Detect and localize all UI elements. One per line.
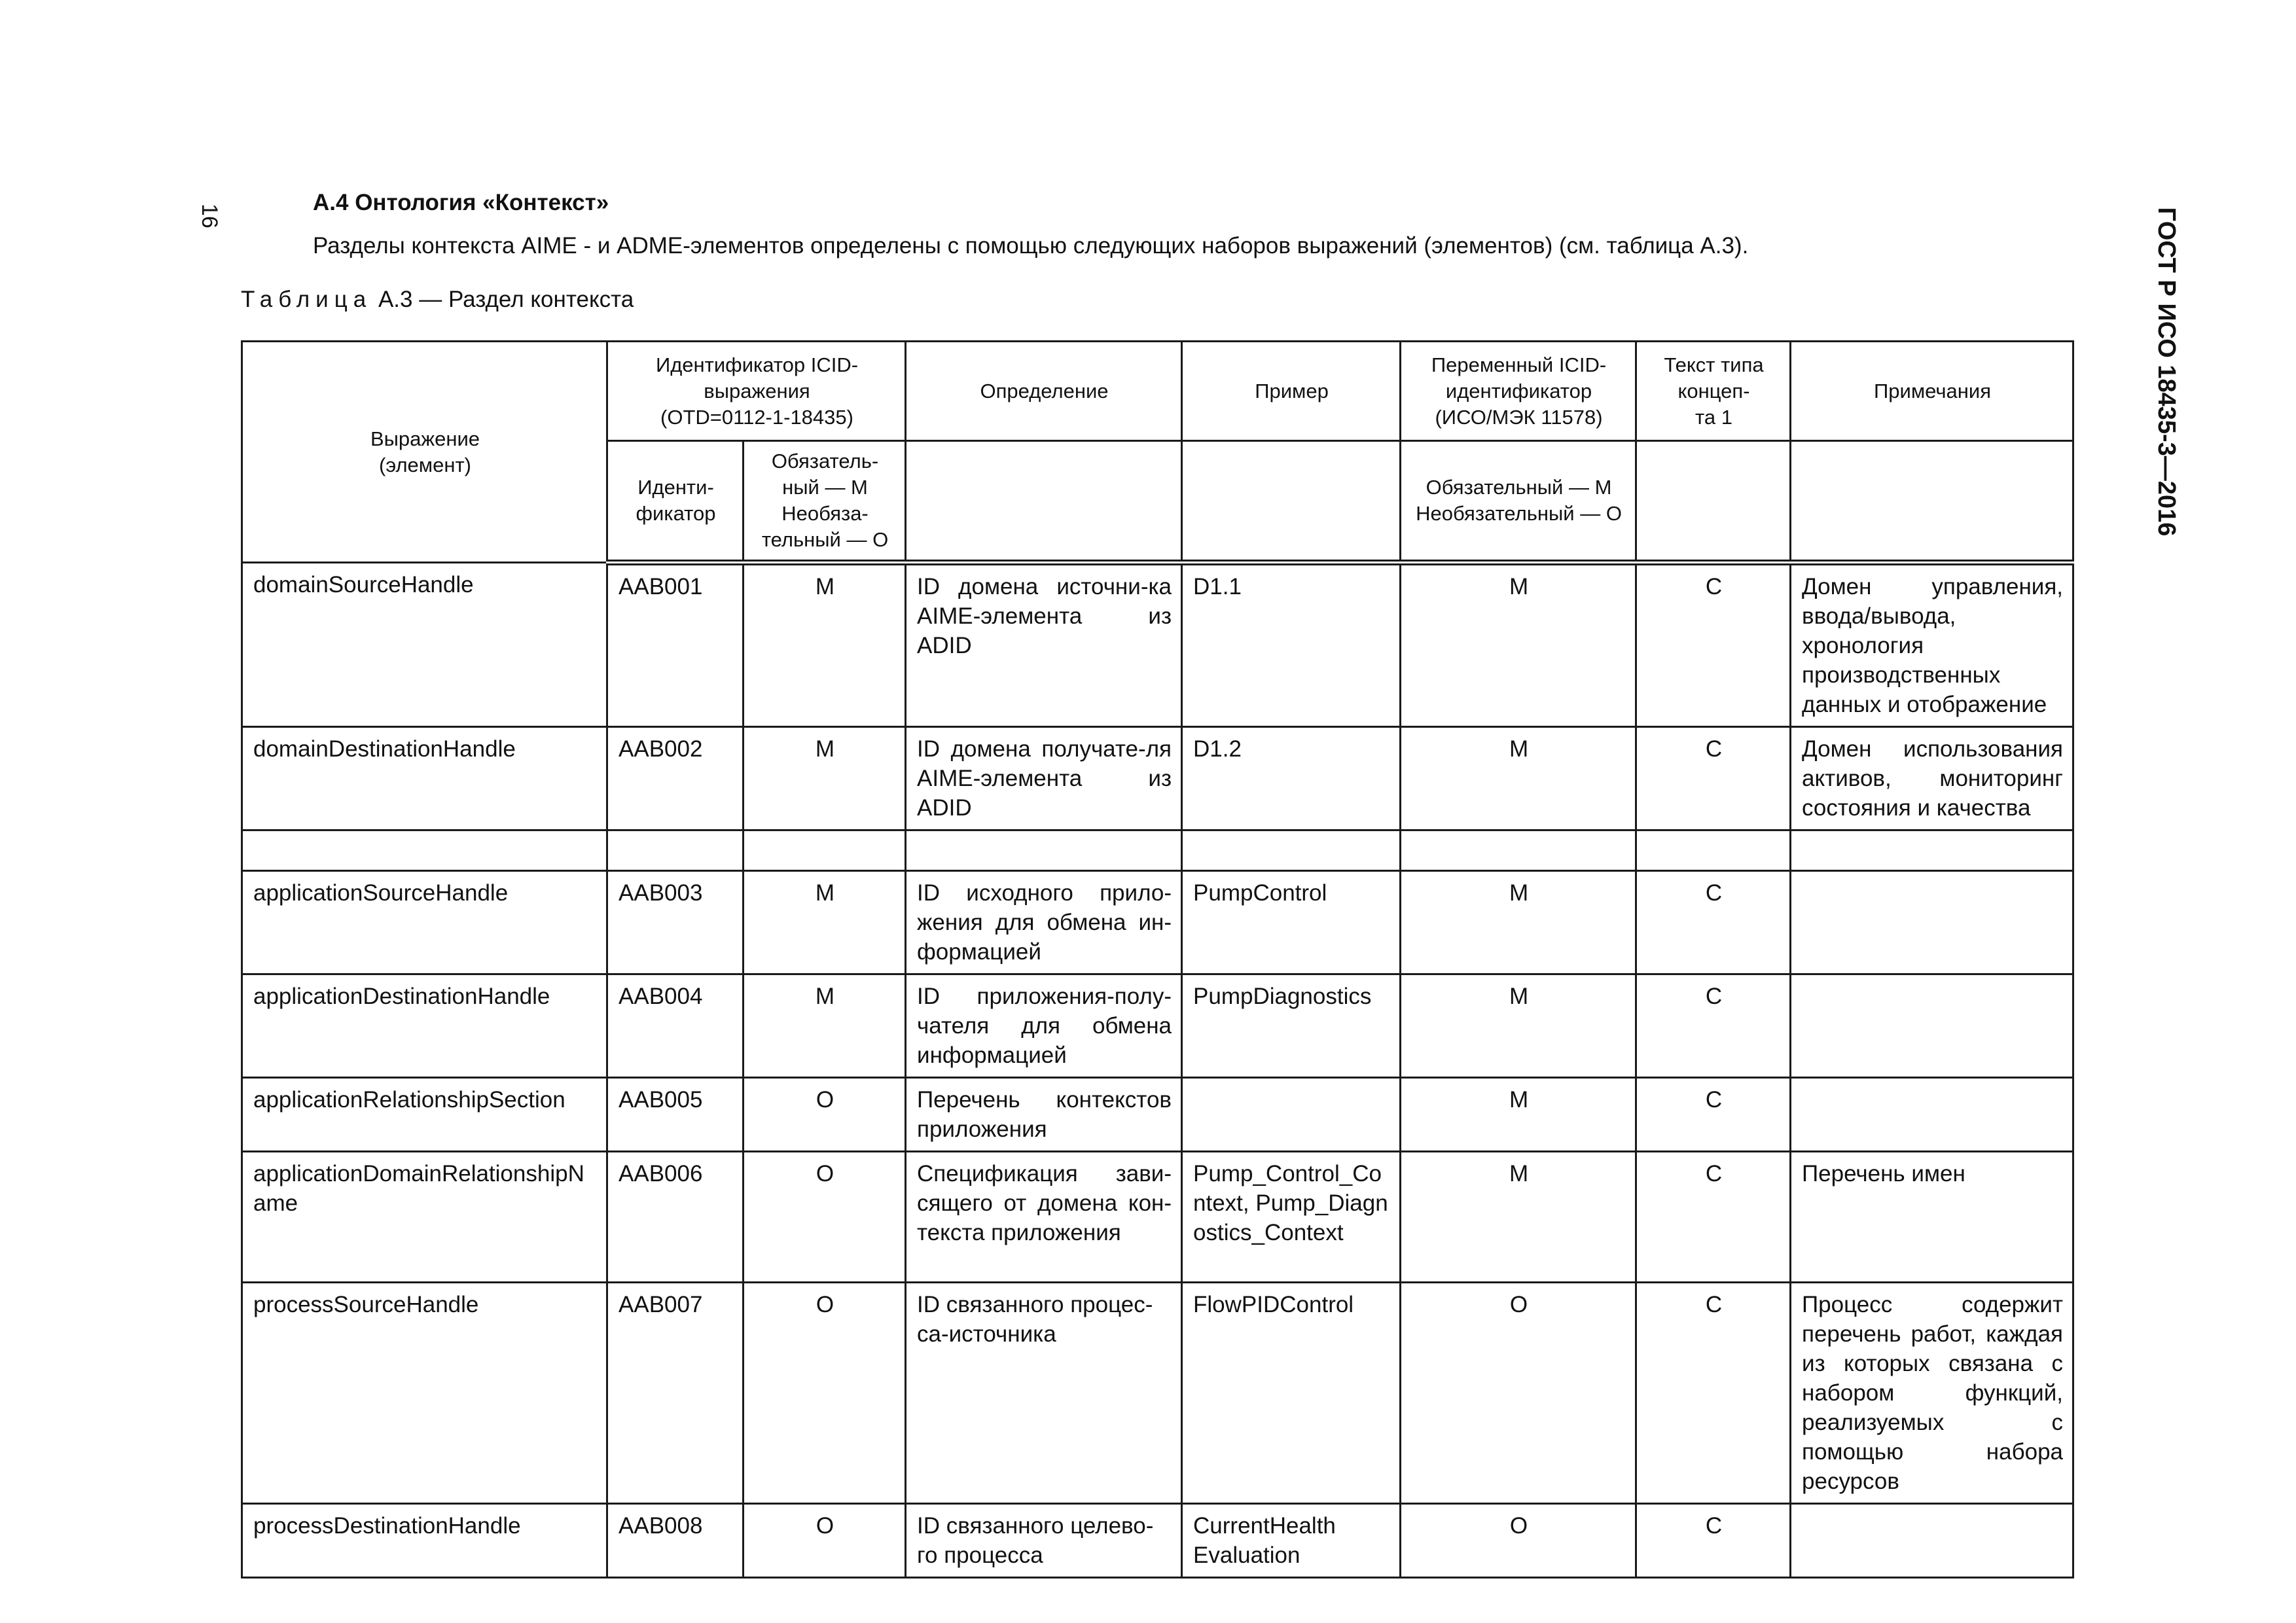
header-mandatory-line-1: Обязатель- [771, 450, 879, 473]
cell-concept: C [1636, 1078, 1791, 1152]
header-icid [607, 342, 906, 441]
cell-expression: applicationDomainRelationshipName [242, 1152, 607, 1283]
header-example-empty [1182, 441, 1401, 563]
header-definition-empty [906, 441, 1182, 563]
cell-variable: M [1401, 563, 1636, 727]
header-icid-line-2: выражения [704, 379, 810, 402]
table-row [242, 1152, 2073, 1283]
cell-notes [1791, 830, 2073, 871]
cell-notes [1791, 1504, 2073, 1578]
cell-variable: O [1401, 1283, 1636, 1504]
cell-example: PumpDiagnostics [1182, 974, 1401, 1078]
cell-mandatory: M [744, 871, 906, 974]
cell-mandatory [744, 830, 906, 871]
cell-example: FlowPIDControl [1182, 1283, 1401, 1504]
cell-mandatory: M [744, 563, 906, 727]
cell-expression [242, 830, 607, 871]
cell-example [1182, 1078, 1401, 1152]
cell-concept: C [1636, 1152, 1791, 1283]
document-code: ГОСТ Р ИСО 18435-3—2016 [2153, 207, 2180, 537]
header-expression [242, 342, 607, 563]
cell-variable: M [1401, 1078, 1636, 1152]
cell-notes [1791, 974, 2073, 1078]
cell-mandatory: O [744, 1078, 906, 1152]
header-identifier [607, 441, 744, 563]
header-variable-line-1: Переменный ICID- [1431, 353, 1607, 376]
header-concept-line-2: концеп- [1677, 379, 1750, 402]
cell-identifier: AAB006 [607, 1152, 744, 1283]
cell-concept: C [1636, 1283, 1791, 1504]
header-notes: Примечания [1791, 342, 2073, 441]
header-concept-type [1636, 342, 1791, 441]
cell-notes [1791, 871, 2073, 974]
cell-mandatory: O [744, 1504, 906, 1578]
cell-definition: ID связанного целево-го процесса [906, 1504, 1182, 1578]
cell-identifier: AAB003 [607, 871, 744, 974]
cell-definition: ID связанного процес-са-источника [906, 1283, 1182, 1504]
cell-definition: ID исходного прило-жения для обмена ин-формацией [906, 871, 1182, 974]
table-caption-prefix: Таблица [241, 287, 372, 312]
cell-definition: Спецификация зави-сящего от домена кон-текста приложения [906, 1152, 1182, 1283]
cell-mandatory: M [744, 727, 906, 830]
cell-variable: M [1401, 727, 1636, 830]
cell-identifier: AAB005 [607, 1078, 744, 1152]
cell-example: PumpControl [1182, 871, 1401, 974]
cell-variable [1401, 830, 1636, 871]
table-row [242, 871, 2073, 974]
cell-concept: C [1636, 871, 1791, 974]
cell-definition: ID домена источни-ка AIME-элемента из ADID [906, 563, 1182, 727]
cell-example [1182, 830, 1401, 871]
header-icid-line-1: Идентификатор ICID- [655, 353, 859, 376]
cell-concept: C [1636, 974, 1791, 1078]
intro-paragraph: Разделы контекста AIME - и ADME-элементов определены с помощью следующих наборов выражений (элементов) (см. таблица А.3). [313, 233, 1749, 259]
table-row [242, 727, 2073, 830]
cell-variable: O [1401, 1504, 1636, 1578]
header-variable-mandatory-line-2: Необязательный — О [1416, 502, 1622, 525]
table-row-empty [242, 830, 2073, 871]
cell-concept: C [1636, 1504, 1791, 1578]
header-concept-empty [1636, 441, 1791, 563]
cell-example: Pump_Control_Context, Pump_Diagnostics_Context [1182, 1152, 1401, 1283]
header-variable-icid [1401, 342, 1636, 441]
header-expression-line-1: Выражение [370, 427, 480, 450]
header-mandatory-line-4: тельный — О [761, 528, 889, 551]
header-mandatory-line-3: Необяза- [781, 502, 869, 525]
cell-concept: C [1636, 563, 1791, 727]
header-variable-line-2: идентификатор [1445, 379, 1592, 402]
cell-identifier [607, 830, 744, 871]
table-caption-title: А.3 — Раздел контекста [372, 287, 634, 312]
cell-definition: Перечень контекстов приложения [906, 1078, 1182, 1152]
header-concept-line-1: Текст типа [1664, 353, 1764, 376]
cell-notes: Процесс содержит перечень работ, каждая из которых связана с набором функций, реализуемых с помощью набора ресурсов [1791, 1283, 2073, 1504]
header-concept-line-3: та 1 [1695, 405, 1732, 429]
cell-notes: Перечень имен [1791, 1152, 2073, 1283]
cell-mandatory: O [744, 1283, 906, 1504]
table-row [242, 1078, 2073, 1152]
cell-definition: ID домена получате-ля AIME-элемента из ADID [906, 727, 1182, 830]
cell-variable: M [1401, 1152, 1636, 1283]
table-row [242, 563, 2073, 727]
cell-identifier: AAB008 [607, 1504, 744, 1578]
header-icid-line-3: (OTD=0112-1-18435) [660, 405, 853, 429]
table-row [242, 974, 2073, 1078]
cell-mandatory: M [744, 974, 906, 1078]
cell-variable: M [1401, 871, 1636, 974]
header-identifier-line-1: Иденти- [637, 476, 714, 499]
header-mandatory [744, 441, 906, 563]
header-mandatory-line-2: ный — М [782, 476, 868, 499]
cell-expression: domainDestinationHandle [242, 727, 607, 830]
header-example: Пример [1182, 342, 1401, 441]
header-variable-mandatory [1401, 441, 1636, 563]
cell-expression: applicationDestinationHandle [242, 974, 607, 1078]
cell-expression: applicationRelationshipSection [242, 1078, 607, 1152]
cell-expression: domainSourceHandle [242, 563, 607, 727]
cell-identifier: AAB007 [607, 1283, 744, 1504]
context-table [241, 340, 2074, 1578]
cell-concept [1636, 830, 1791, 871]
cell-definition: ID приложения-полу-чателя для обмена информацией [906, 974, 1182, 1078]
header-identifier-line-2: фикатор [636, 502, 716, 525]
cell-example: D1.2 [1182, 727, 1401, 830]
cell-notes: Домен управления, ввода/вывода, хронология производственных данных и отображение [1791, 563, 2073, 727]
cell-identifier: AAB004 [607, 974, 744, 1078]
cell-definition [906, 830, 1182, 871]
cell-notes [1791, 1078, 2073, 1152]
cell-notes: Домен использования активов, мониторинг состояния и качества [1791, 727, 2073, 830]
header-variable-mandatory-line-1: Обязательный — М [1426, 476, 1612, 499]
cell-variable: M [1401, 974, 1636, 1078]
cell-expression: processDestinationHandle [242, 1504, 607, 1578]
cell-example: CurrentHealth Evaluation [1182, 1504, 1401, 1578]
header-expression-line-2: (элемент) [379, 453, 471, 476]
table-caption [241, 287, 634, 313]
section-title: А.4 Онтология «Контекст» [313, 190, 609, 215]
page-number: 16 [197, 204, 222, 228]
cell-expression: processSourceHandle [242, 1283, 607, 1504]
header-notes-empty [1791, 441, 2073, 563]
cell-mandatory: O [744, 1152, 906, 1283]
cell-example: D1.1 [1182, 563, 1401, 727]
cell-identifier: AAB001 [607, 563, 744, 727]
header-variable-line-3: (ИСО/МЭК 11578) [1435, 405, 1603, 429]
cell-identifier: AAB002 [607, 727, 744, 830]
table-row [242, 1504, 2073, 1578]
table-row [242, 1283, 2073, 1504]
header-definition: Определение [906, 342, 1182, 441]
cell-expression: applicationSourceHandle [242, 871, 607, 974]
cell-concept: C [1636, 727, 1791, 830]
